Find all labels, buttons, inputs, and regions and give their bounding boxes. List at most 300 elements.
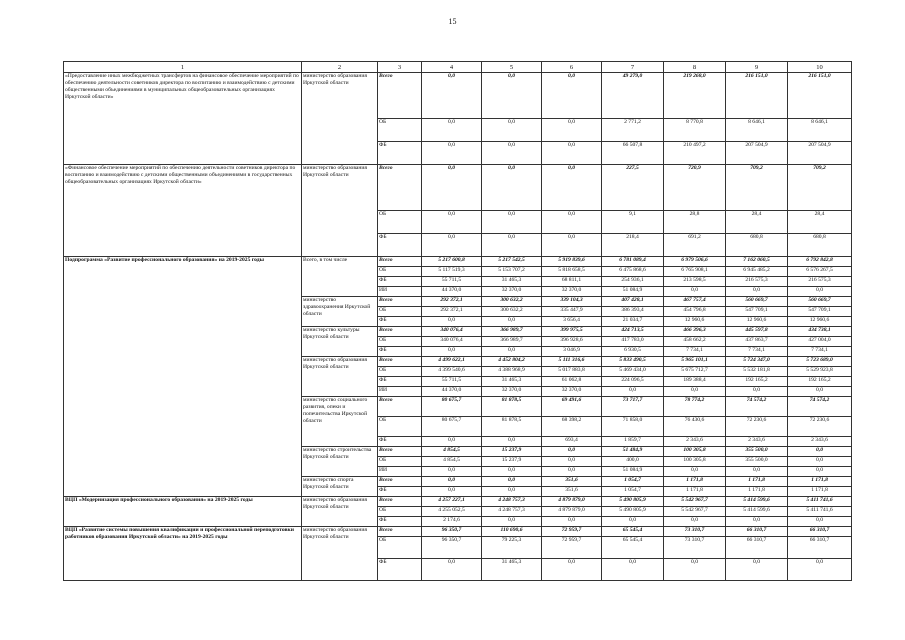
amount-cell: 0,0 — [726, 387, 788, 397]
amount-cell: 66 310,7 — [726, 527, 788, 537]
amount-cell: 32 370,0 — [482, 387, 542, 397]
amount-cell: 219 268,0 — [664, 73, 726, 119]
amount-cell: 189 388,4 — [664, 377, 726, 387]
funding-source-cell: Всего — [378, 477, 422, 487]
amount-cell: 28,4 — [726, 211, 788, 234]
amount-cell: 254 936,1 — [602, 277, 664, 287]
funding-source-cell: ФБ — [378, 277, 422, 287]
amount-cell: 0,0 — [482, 437, 542, 447]
amount-cell: 0,0 — [788, 447, 852, 457]
amount-cell: 366 989,7 — [482, 327, 542, 337]
amount-cell: 5 017 883,8 — [542, 367, 602, 377]
amount-cell: 100 305,8 — [664, 457, 726, 467]
amount-cell: 218,4 — [602, 234, 664, 257]
amount-cell: 32 370,0 — [542, 387, 602, 397]
amount-cell: 292 372,1 — [422, 297, 482, 307]
amount-cell: 1 171,8 — [726, 477, 788, 487]
amount-cell: 66 310,7 — [726, 537, 788, 559]
amount-cell: 0,0 — [788, 387, 852, 397]
amount-cell: 0,0 — [726, 467, 788, 477]
amount-cell: 0,0 — [482, 234, 542, 257]
executor-cell: министерство образования Иркутской области — [302, 357, 378, 397]
funding-source-cell: Всего — [378, 447, 422, 457]
amount-cell: 709,2 — [788, 165, 852, 211]
amount-cell: 1 054,7 — [602, 477, 664, 487]
column-number-cell: 4 — [422, 62, 482, 73]
amount-cell: 2 174,6 — [422, 517, 482, 527]
funding-source-cell: ФБ — [378, 437, 422, 447]
amount-cell: 0,0 — [542, 211, 602, 234]
amount-cell: 5 542 967,7 — [664, 507, 726, 517]
amount-cell: 5 965 101,1 — [664, 357, 726, 367]
amount-cell: 0,0 — [664, 387, 726, 397]
amount-cell: 0,0 — [542, 559, 602, 581]
funding-source-cell: Всего — [378, 497, 422, 507]
amount-cell: 55 711,5 — [422, 377, 482, 387]
amount-cell: 4 248 757,3 — [482, 497, 542, 507]
amount-cell: 7 734,1 — [664, 347, 726, 357]
amount-cell: 0,0 — [542, 517, 602, 527]
amount-cell: 44 370,0 — [422, 387, 482, 397]
amount-cell: 691,2 — [664, 234, 726, 257]
program-name-cell: ВЦП «Развитие системы повышения квалификации и профессиональной переподготовки работников образования Иркутской области» на 2019-2025 годы — [64, 527, 302, 581]
amount-cell: 5 414 599,6 — [726, 497, 788, 507]
amount-cell: 6 576 267,5 — [788, 267, 852, 277]
amount-cell: 386 393,4 — [602, 307, 664, 317]
amount-cell: 51 084,9 — [602, 287, 664, 297]
column-number-cell: 7 — [602, 62, 664, 73]
column-number-row — [64, 62, 852, 73]
column-number-cell: 3 — [378, 62, 422, 73]
amount-cell: 0,0 — [788, 517, 852, 527]
amount-cell: 76 430,6 — [664, 417, 726, 437]
amount-cell: 9,1 — [602, 211, 664, 234]
amount-cell: 0,0 — [664, 517, 726, 527]
amount-cell: 0,0 — [788, 467, 852, 477]
amount-cell: 6 792 842,8 — [788, 257, 852, 267]
column-number-cell: 2 — [302, 62, 378, 73]
amount-cell: 100 305,8 — [664, 447, 726, 457]
amount-cell: 0,0 — [664, 467, 726, 477]
amount-cell: 454 796,8 — [664, 307, 726, 317]
amount-cell: 407 428,1 — [602, 297, 664, 307]
amount-cell: 5 724 347,0 — [726, 357, 788, 367]
executor-cell: министерство образования Иркутской области — [302, 165, 378, 257]
funding-source-cell: ИИ — [378, 467, 422, 477]
amount-cell: 720,9 — [664, 165, 726, 211]
amount-cell: 12 960,6 — [726, 317, 788, 327]
funding-source-cell: ОБ — [378, 307, 422, 317]
amount-cell: 0,0 — [422, 211, 482, 234]
amount-cell: 434 738,1 — [788, 327, 852, 337]
amount-cell: 0,0 — [482, 517, 542, 527]
amount-cell: 0,0 — [788, 457, 852, 467]
amount-cell: 0,0 — [664, 287, 726, 297]
funding-source-cell: ИИ — [378, 387, 422, 397]
amount-cell: 5 833 490,5 — [602, 357, 664, 367]
amount-cell: 3 656,4 — [542, 317, 602, 327]
amount-cell: 0,0 — [602, 387, 664, 397]
amount-cell: 680,8 — [788, 234, 852, 257]
amount-cell: 81 878,5 — [482, 397, 542, 417]
amount-cell: 0,0 — [422, 234, 482, 257]
amount-cell: 2 771,2 — [602, 119, 664, 142]
amount-cell: 1 171,8 — [726, 487, 788, 497]
funding-source-cell: Всего — [378, 327, 422, 337]
amount-cell: 192 165,2 — [726, 377, 788, 387]
amount-cell: 2 343,6 — [664, 437, 726, 447]
amount-cell: 216 575,3 — [726, 277, 788, 287]
funding-source-cell: ИИ — [378, 287, 422, 297]
page-number: 15 — [448, 17, 457, 26]
amount-cell: 80 675,7 — [422, 417, 482, 437]
amount-cell: 216 151,0 — [726, 73, 788, 119]
amount-cell: 0,0 — [482, 477, 542, 487]
amount-cell: 1 171,8 — [788, 487, 852, 497]
amount-cell: 5 411 741,6 — [788, 507, 852, 517]
amount-cell: 680,8 — [726, 234, 788, 257]
funding-source-cell: ФБ — [378, 487, 422, 497]
amount-cell: 0,0 — [542, 467, 602, 477]
funding-source-cell: ФБ — [378, 347, 422, 357]
amount-cell: 5 675 712,7 — [664, 367, 726, 377]
amount-cell: 28,8 — [664, 211, 726, 234]
amount-cell: 66 310,7 — [788, 537, 852, 559]
amount-cell: 224 096,5 — [602, 377, 664, 387]
amount-cell: 6 475 868,6 — [602, 267, 664, 277]
amount-cell: 0,0 — [422, 437, 482, 447]
amount-cell: 340 076,4 — [422, 337, 482, 347]
amount-cell: 0,0 — [422, 347, 482, 357]
amount-cell: 709,2 — [726, 165, 788, 211]
executor-cell: Всего, в том числе — [302, 257, 378, 297]
executor-cell: министерство образования Иркутской области — [302, 497, 378, 527]
amount-cell: 351,6 — [542, 477, 602, 487]
amount-cell: 0,0 — [542, 457, 602, 467]
amount-cell: 560 669,7 — [788, 297, 852, 307]
table-row — [64, 527, 852, 537]
amount-cell: 28,4 — [788, 211, 852, 234]
amount-cell: 0,0 — [726, 559, 788, 581]
amount-cell: 4 879 879,0 — [542, 507, 602, 517]
amount-cell: 351,6 — [542, 487, 602, 497]
amount-cell: 5 490 805,9 — [602, 497, 664, 507]
amount-cell: 0,0 — [422, 119, 482, 142]
amount-cell: 339 104,3 — [542, 297, 602, 307]
amount-cell: 547 709,1 — [726, 307, 788, 317]
funding-source-cell: Всего — [378, 257, 422, 267]
amount-cell: 51 084,9 — [602, 467, 664, 477]
executor-cell: министерство образования Иркутской области — [302, 527, 378, 581]
amount-cell: 80 675,7 — [422, 397, 482, 417]
amount-cell: 6 930,5 — [602, 347, 664, 357]
amount-cell: 0,0 — [482, 347, 542, 357]
amount-cell: 8 770,8 — [664, 119, 726, 142]
amount-cell: 0,0 — [664, 559, 726, 581]
amount-cell: 216 151,0 — [788, 73, 852, 119]
executor-cell: министерство спорта Иркутской области — [302, 477, 378, 497]
amount-cell: 73 310,7 — [664, 537, 726, 559]
amount-cell: 51 484,9 — [602, 447, 664, 457]
budget-table — [63, 61, 852, 581]
amount-cell: 5 217 542,5 — [482, 257, 542, 267]
amount-cell: 65 545,4 — [602, 537, 664, 559]
program-name-cell: Подпрограмма «Развитие профессионального образования» на 2019-2025 годы — [64, 257, 302, 497]
program-name-cell: «Предоставление иных межбюджетных трансфертов на финансовое обеспечение мероприятий по обеспечению деятельности советников директора по воспитанию и взаимодействию с детскими общественными объединениями в муниципальных общеобразовательных организациях Иркутской области» — [64, 73, 302, 165]
amount-cell: 292 372,1 — [422, 307, 482, 317]
amount-cell: 5 529 923,8 — [788, 367, 852, 377]
amount-cell: 8 646,1 — [788, 119, 852, 142]
amount-cell: 32 370,0 — [542, 287, 602, 297]
amount-cell: 15 237,9 — [482, 447, 542, 457]
funding-source-cell: ФБ — [378, 377, 422, 387]
amount-cell: 31 465,3 — [482, 377, 542, 387]
funding-source-cell: Всего — [378, 73, 422, 119]
amount-cell: 15 237,9 — [482, 457, 542, 467]
funding-source-cell: ОБ — [378, 337, 422, 347]
amount-cell: 0,0 — [422, 467, 482, 477]
amount-cell: 5 411 741,6 — [788, 497, 852, 507]
column-number-cell: 10 — [788, 62, 852, 73]
amount-cell: 71 858,0 — [602, 417, 664, 437]
amount-cell: 7 734,1 — [726, 347, 788, 357]
amount-cell: 192 165,2 — [788, 377, 852, 387]
amount-cell: 110 690,6 — [482, 527, 542, 537]
amount-cell: 0,0 — [482, 211, 542, 234]
amount-cell: 31 465,3 — [482, 559, 542, 581]
amount-cell: 66 310,7 — [788, 527, 852, 537]
amount-cell: 44 370,0 — [422, 287, 482, 297]
amount-cell: 6 765 908,1 — [664, 267, 726, 277]
amount-cell: 0,0 — [422, 73, 482, 119]
amount-cell: 4 879 879,0 — [542, 497, 602, 507]
amount-cell: 0,0 — [422, 487, 482, 497]
amount-cell: 355 500,0 — [726, 447, 788, 457]
funding-source-cell: ОБ — [378, 211, 422, 234]
amount-cell: 0,0 — [482, 165, 542, 211]
funding-source-cell: Всего — [378, 357, 422, 367]
amount-cell: 72 230,6 — [788, 417, 852, 437]
amount-cell: 0,0 — [422, 559, 482, 581]
amount-cell: 424 713,5 — [602, 327, 664, 337]
amount-cell: 72 959,7 — [542, 527, 602, 537]
amount-cell: 0,0 — [542, 447, 602, 457]
funding-source-cell: ОБ — [378, 119, 422, 142]
amount-cell: 213 598,5 — [664, 277, 726, 287]
funding-source-cell: ОБ — [378, 367, 422, 377]
funding-source-cell: ОБ — [378, 457, 422, 467]
amount-cell: 72 959,7 — [542, 537, 602, 559]
amount-cell: 73 310,7 — [664, 527, 726, 537]
amount-cell: 31 465,3 — [482, 277, 542, 287]
amount-cell: 0,0 — [422, 317, 482, 327]
amount-cell: 300 632,2 — [482, 307, 542, 317]
amount-cell: 0,0 — [726, 517, 788, 527]
amount-cell: 1 054,7 — [602, 487, 664, 497]
amount-cell: 61 062,8 — [542, 377, 602, 387]
amount-cell: 78 774,2 — [664, 397, 726, 417]
column-number-cell: 8 — [664, 62, 726, 73]
amount-cell: 0,0 — [788, 559, 852, 581]
funding-source-cell: Всего — [378, 165, 422, 211]
amount-cell: 72 230,6 — [726, 417, 788, 437]
amount-cell: 0,0 — [542, 165, 602, 211]
amount-cell: 0,0 — [542, 119, 602, 142]
amount-cell: 458 662,2 — [664, 337, 726, 347]
amount-cell: 300 632,2 — [482, 297, 542, 307]
amount-cell: 5 111 316,6 — [542, 357, 602, 367]
amount-cell: 66 507,8 — [602, 142, 664, 165]
amount-cell: 0,0 — [422, 142, 482, 165]
amount-cell: 5 469 434,0 — [602, 367, 664, 377]
amount-cell: 399 975,5 — [542, 327, 602, 337]
amount-cell: 6 945 485,2 — [726, 267, 788, 277]
amount-cell: 49 279,0 — [602, 73, 664, 119]
amount-cell: 445 597,8 — [726, 327, 788, 337]
funding-source-cell: ОБ — [378, 417, 422, 437]
amount-cell: 6 979 506,6 — [664, 257, 726, 267]
amount-cell: 4 399 540,6 — [422, 367, 482, 377]
funding-source-cell: ФБ — [378, 317, 422, 327]
amount-cell: 1 171,8 — [664, 477, 726, 487]
amount-cell: 4 255 052,5 — [422, 507, 482, 517]
amount-cell: 0,0 — [482, 467, 542, 477]
amount-cell: 21 034,7 — [602, 317, 664, 327]
amount-cell: 74 574,2 — [788, 397, 852, 417]
amount-cell: 0,0 — [422, 165, 482, 211]
amount-cell: 5 490 805,9 — [602, 507, 664, 517]
amount-cell: 366 989,7 — [482, 337, 542, 347]
amount-cell: 4 388 968,9 — [482, 367, 542, 377]
funding-source-cell: ФБ — [378, 234, 422, 257]
amount-cell: 7 162 060,5 — [726, 257, 788, 267]
amount-cell: 427 004,0 — [788, 337, 852, 347]
amount-cell: 0,0 — [602, 559, 664, 581]
amount-cell: 4 499 622,1 — [422, 357, 482, 367]
amount-cell: 6 781 089,4 — [602, 257, 664, 267]
amount-cell: 69 491,6 — [542, 397, 602, 417]
amount-cell: 65 545,4 — [602, 527, 664, 537]
table-row — [64, 257, 852, 267]
amount-cell: 74 574,2 — [726, 397, 788, 417]
executor-cell: министерство культуры Иркутской области — [302, 327, 378, 357]
executor-cell: министерство здравоохранения Иркутской области — [302, 297, 378, 327]
column-number-cell: 9 — [726, 62, 788, 73]
amount-cell: 5 414 599,6 — [726, 507, 788, 517]
amount-cell: 12 960,6 — [664, 317, 726, 327]
funding-source-cell: ОБ — [378, 267, 422, 277]
executor-cell: министерство строительства Иркутской области — [302, 447, 378, 477]
table-row — [64, 497, 852, 507]
amount-cell: 396 928,6 — [542, 337, 602, 347]
amount-cell: 693,4 — [542, 437, 602, 447]
funding-source-cell: Всего — [378, 297, 422, 307]
amount-cell: 5 818 658,5 — [542, 267, 602, 277]
amount-cell: 466 396,3 — [664, 327, 726, 337]
program-name-cell: ВЦП «Модернизация профессионального образования» на 2019-2025 годы — [64, 497, 302, 527]
amount-cell: 355 500,0 — [726, 457, 788, 467]
amount-cell: 79 225,3 — [482, 537, 542, 559]
column-number-cell: 5 — [482, 62, 542, 73]
amount-cell: 96 350,7 — [422, 537, 482, 559]
amount-cell: 437 863,7 — [726, 337, 788, 347]
amount-cell: 5 919 839,6 — [542, 257, 602, 267]
executor-cell: министерство социального развития, опеки и попечительства Иркутской области — [302, 397, 378, 447]
program-name-cell: «Финансовое обеспечение мероприятий по обеспечению деятельности советников директора по воспитанию и взаимодействию с детскими общественными объединениями в государственных общеобразовательных организациях Иркутской области» — [64, 165, 302, 257]
amount-cell: 5 153 707,2 — [482, 267, 542, 277]
amount-cell: 400,0 — [602, 457, 664, 467]
amount-cell: 547 709,1 — [788, 307, 852, 317]
amount-cell: 2 343,6 — [788, 437, 852, 447]
amount-cell: 210 497,2 — [664, 142, 726, 165]
amount-cell: 0,0 — [482, 487, 542, 497]
amount-cell: 4 854,5 — [422, 447, 482, 457]
column-number-cell: 1 — [64, 62, 302, 73]
amount-cell: 207 504,9 — [726, 142, 788, 165]
amount-cell: 68 398,2 — [542, 417, 602, 437]
amount-cell: 0,0 — [542, 234, 602, 257]
amount-cell: 5 117 519,3 — [422, 267, 482, 277]
amount-cell: 68 811,1 — [542, 277, 602, 287]
amount-cell: 3 046,9 — [542, 347, 602, 357]
amount-cell: 340 076,4 — [422, 327, 482, 337]
amount-cell: 5 217 600,8 — [422, 257, 482, 267]
amount-cell: 8 646,1 — [726, 119, 788, 142]
amount-cell: 12 960,6 — [788, 317, 852, 327]
amount-cell: 0,0 — [482, 119, 542, 142]
table-row — [64, 73, 852, 119]
amount-cell: 227,5 — [602, 165, 664, 211]
funding-source-cell: ОБ — [378, 507, 422, 517]
amount-cell: 2 343,6 — [726, 437, 788, 447]
amount-cell: 0,0 — [542, 142, 602, 165]
amount-cell: 335 447,9 — [542, 307, 602, 317]
amount-cell: 4 854,5 — [422, 457, 482, 467]
amount-cell: 0,0 — [602, 517, 664, 527]
amount-cell: 0,0 — [726, 287, 788, 297]
amount-cell: 0,0 — [788, 287, 852, 297]
amount-cell: 417 783,0 — [602, 337, 664, 347]
amount-cell: 96 350,7 — [422, 527, 482, 537]
amount-cell: 81 878,5 — [482, 417, 542, 437]
amount-cell: 207 504,9 — [788, 142, 852, 165]
funding-source-cell: ФБ — [378, 142, 422, 165]
executor-cell: министерство образования Иркутской области — [302, 73, 378, 165]
amount-cell: 1 859,7 — [602, 437, 664, 447]
amount-cell: 4 248 757,3 — [482, 507, 542, 517]
funding-source-cell: ОБ — [378, 537, 422, 559]
amount-cell: 467 757,4 — [664, 297, 726, 307]
amount-cell: 1 171,8 — [664, 487, 726, 497]
funding-source-cell: ФБ — [378, 517, 422, 527]
funding-source-cell: Всего — [378, 397, 422, 417]
amount-cell: 55 711,5 — [422, 277, 482, 287]
column-number-cell: 6 — [542, 62, 602, 73]
amount-cell: 4 452 804,2 — [482, 357, 542, 367]
amount-cell: 560 669,7 — [726, 297, 788, 307]
funding-source-cell: ФБ — [378, 559, 422, 581]
amount-cell: 5 532 181,8 — [726, 367, 788, 377]
amount-cell: 4 257 227,1 — [422, 497, 482, 507]
amount-cell: 0,0 — [542, 73, 602, 119]
amount-cell: 0,0 — [422, 477, 482, 487]
amount-cell: 0,0 — [482, 73, 542, 119]
amount-cell: 5 723 689,0 — [788, 357, 852, 367]
funding-source-cell: Всего — [378, 527, 422, 537]
amount-cell: 73 717,7 — [602, 397, 664, 417]
amount-cell: 7 734,1 — [788, 347, 852, 357]
table-row — [64, 165, 852, 211]
